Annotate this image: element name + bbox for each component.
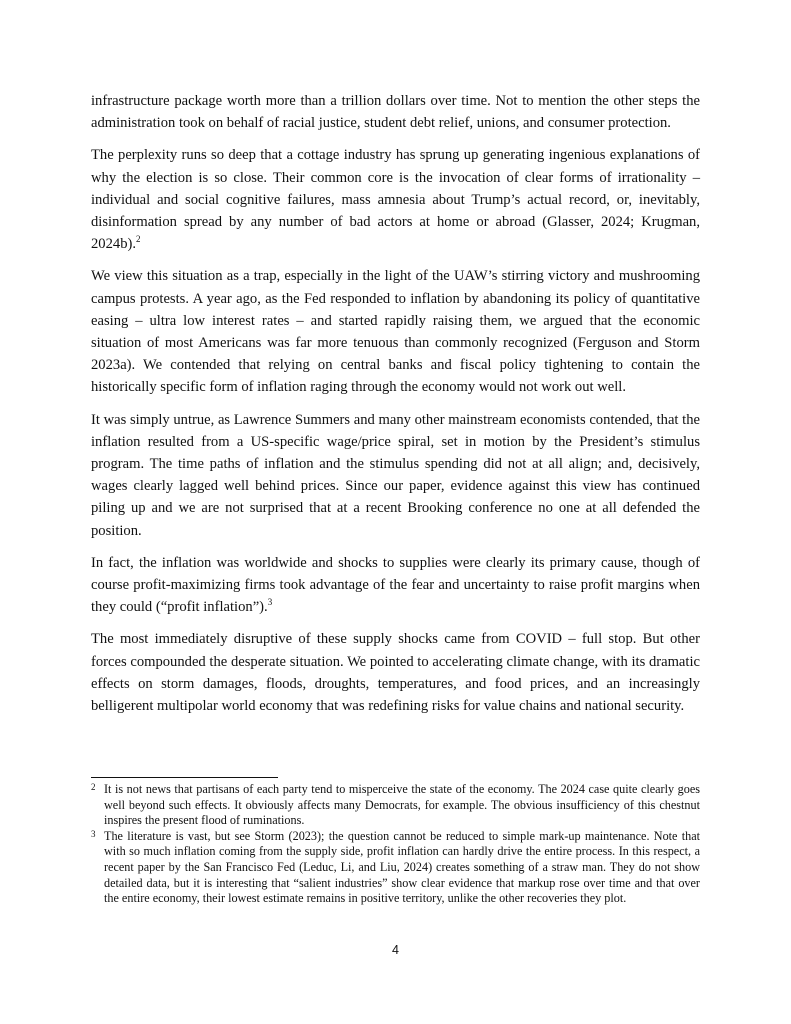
- footnote-text: It is not news that partisans of each party tend to misperceive the state of the economy. The 2024 case quite clearly goes well beyond such effects. It obviously affects many Democrats, for example. The obvious insufficiency of this chestnut inspires the present flood of ruminations.: [104, 782, 700, 828]
- paragraph-1: infrastructure package worth more than a trillion dollars over time. Not to mention the other steps the administration took on behalf of racial justice, student debt relief, unions, and consumer protection.: [91, 93, 700, 132]
- paragraph-5: In fact, the inflation was worldwide and shocks to supplies were clearly its primary cause, though of course profit-maximizing firms took advantage of the fear and uncertainty to raise profit margins when they could (“profit inflation”).$^3$: [91, 554, 700, 616]
- footnote-3: [91, 829, 700, 907]
- footnote-ref-2[interactable]: 2: [136, 234, 141, 245]
- footnote-mark: 2: [91, 782, 96, 792]
- body-text: [91, 90, 700, 727]
- paragraph-4: It was simply untrue, as Lawrence Summers and many other mainstream economists contended, that the inflation resulted from a US-specific wage/price spiral, set in motion by the President’s stimulus program. The time paths of inflation and the stimulus spending did not at all align; and, decisively, wages clearly lagged well behind prices. Since our paper, evidence against this view has continued piling up and we are not surprised that at a recent Brooking conference no one at all defended the position.: [91, 411, 700, 539]
- footnote-2: [91, 782, 700, 829]
- footnote-mark: 3: [91, 828, 96, 839]
- footnotes: [91, 782, 700, 907]
- page-number: 4: [392, 943, 399, 957]
- paragraph-2: The perplexity runs so deep that a cottage industry has sprung up generating ingenious explanations of why the election is so close. Their common core is the invocation of clear forms of irrationality – individual and social cognitive failures, mass amnesia about Trump’s actual record, or, inevitably, disinformation spread by any number of bad actors at home or abroad (Glasser, 2024; Krugman, 2024b).$^2$: [91, 147, 700, 253]
- paragraph-6: The most immediately disruptive of these supply shocks came from COVID – full stop. But other forces compounded the desperate situation. We pointed to accelerating climate change, with its dramatic effects on storm damages, floods, droughts, temperatures, and food prices, and an increasingly belligerent multipolar world economy that was redefining risks for value chains and national security.: [91, 631, 700, 715]
- footnote-text: The literature is vast, but see Storm (2023); the question cannot be reduced to simple mark-up maintenance. Note that with so much inflation coming from the supply side, profit inflation can hardly drive the entire process. In this respect, a recent paper by the San Francisco Fed (Leduc, Li, and Liu, 2024) creates something of a straw man. They do not show detailed data, but it is interesting that “salient industries” show clear evidence that markup rose over time and that over the entire economy, their lowest estimate remains in positive territory, unlike the other recoveries they plot.: [104, 828, 700, 906]
- paragraph-3: We view this situation as a trap, especially in the light of the UAW’s stirring victory and mushrooming campus protests. A year ago, as the Fed responded to inflation by abandoning its policy of quantitative easing – ultra low interest rates – and started rapidly raising them, we argued that the economic situation of most Americans was far more tenuous than commonly recognized (Ferguson and Storm 2023a). We contended that relying on central banks and fiscal policy tightening to contain the historically specific form of inflation raging through the economy would not work out well.: [91, 268, 700, 396]
- footnote-ref-3[interactable]: 3: [267, 597, 273, 608]
- footnote-separator: [91, 777, 278, 778]
